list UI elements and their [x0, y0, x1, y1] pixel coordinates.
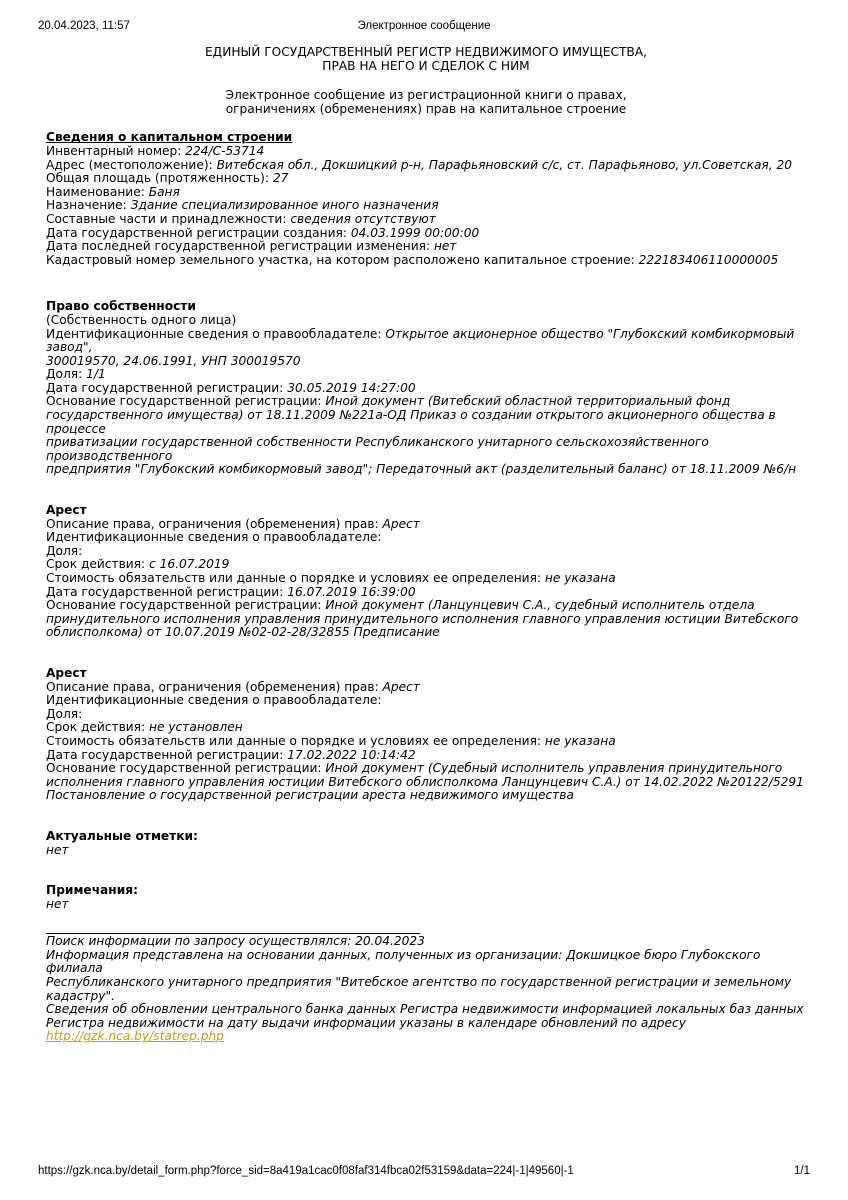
current-marks-heading: Актуальные отметки: [46, 828, 198, 843]
current-marks-section [46, 830, 806, 857]
updates-line: Регистра недвижимости на дату выдачи информации указаны в календаре обновлений по адресу [46, 1015, 686, 1030]
building-section [46, 131, 806, 267]
updates-line: Сведения об обновлении центрального банка данных Регистра недвижимости информацией локальных баз данных [46, 1002, 804, 1017]
page-counter: 1/1 [794, 1165, 810, 1177]
ownership-holder: Идентификационные сведения о правообладателе: Открытое акционерное общество "Глубокский комбикормовый завод", 300019570, 24.06.1991, УНП 300019570 [46, 326, 795, 368]
total-area: Общая площадь (протяженность): 27 [46, 171, 289, 186]
source-line: Республиканского унитарного предприятия "Витебское агентство по государственной регистрации и земельному [46, 975, 792, 990]
ownership-type: (Собственность одного лица) [46, 312, 237, 327]
last-change-date: Дата последней государственной регистрации изменения: нет [46, 239, 457, 254]
arrest-term: Срок действия: с 16.07.2019 [46, 557, 230, 572]
footer-info [46, 935, 806, 1044]
arrest-description: Описание права, ограничения (обременения) прав: Арест [46, 516, 420, 531]
source-line: кадастру". [46, 988, 115, 1003]
notes-section [46, 884, 806, 911]
arrest-cost: Стоимость обязательств или данные о порядке и условиях ее определения: не указана [46, 733, 616, 748]
search-date: Поиск информации по запросу осуществлялся: 20.04.2023 [46, 934, 425, 949]
subtitle-line: Электронное сообщение из регистрационной книги о правах, [225, 88, 627, 103]
arrest-heading: Арест [46, 503, 87, 518]
current-marks-value: нет [46, 842, 69, 857]
arrest-reg-date: Дата государственной регистрации: 17.02.2022 10:14:42 [46, 747, 416, 762]
creation-date: Дата государственной регистрации создания: 04.03.1999 00:00:00 [46, 225, 480, 240]
arrest-heading: Арест [46, 665, 87, 680]
building-parts: Составные части и принадлежности: сведения отсутствуют [46, 211, 436, 226]
registry-title-line: ЕДИНЫЙ ГОСУДАРСТВЕННЫЙ РЕГИСТР НЕДВИЖИМОГО ИМУЩЕСТВА, [204, 45, 648, 59]
arrest-description: Описание права, ограничения (обременения) прав: Арест [46, 679, 420, 694]
document-body [46, 46, 806, 1044]
registry-title-line: ПРАВ НА НЕГО И СДЕЛОК С НИМ [322, 58, 530, 73]
ownership-share: Доля: 1/1 [46, 367, 106, 382]
arrest-basis: Основание государственной регистрации: Иной документ (Ланцунцевич С.А., судебный исполнитель отдела принудительного исполнения управления принудительного исполнения главного управления юстиции Витебского облисполкома) от 10.07.2019 №02-02-28/32855 Предписание [46, 598, 799, 640]
arrest-reg-date: Дата государственной регистрации: 16.07.2019 16:39:00 [46, 584, 416, 599]
cadastral-number: Кадастровый номер земельного участка, на котором расположено капитальное строение: 222183406110000005 [46, 252, 779, 267]
arrest-term: Срок действия: не установлен [46, 720, 243, 735]
notes-value: нет [46, 896, 69, 911]
arrest-section [46, 667, 806, 803]
subtitle-line: ограничениях (обременениях) прав на капитальное строение [225, 101, 627, 116]
document-subtitle [46, 89, 806, 116]
arrest-share: Доля: [46, 543, 83, 558]
print-url: https://gzk.nca.by/detail_form.php?force_sid=8a419a1cac0f08faf314fbca02f53159&data=224|-1|49560|-1 [38, 1165, 574, 1177]
building-purpose: Назначение: Здание специализированное иного назначения [46, 198, 439, 213]
ownership-section [46, 300, 806, 477]
print-page-title: Электронное сообщение [357, 20, 491, 32]
ownership-heading: Право собственности [46, 299, 196, 314]
ownership-reg-date: Дата государственной регистрации: 30.05.2019 14:27:00 [46, 380, 416, 395]
arrest-share: Доля: [46, 706, 83, 721]
address: Адрес (местоположение): Витебская обл., Докшицкий р-н, Парафьяновский с/с, ст. Парафьяново, ул.Советская, 20 [46, 157, 792, 172]
arrest-section [46, 504, 806, 640]
building-name: Наименование: Баня [46, 184, 180, 199]
registry-title [46, 46, 806, 73]
arrest-basis: Основание государственной регистрации: Иной документ (Судебный исполнитель управления принудительного исполнения главного управления юстиции Витебского облисполкома Ланцунцевич С.А.) от 14.02.2022 №20122/5291 Постановление о государственной регистрации ареста недвижимого имущества [46, 761, 804, 803]
inventory-number: Инвентарный номер: 224/C-53714 [46, 143, 265, 158]
notes-heading: Примечания: [46, 883, 138, 898]
print-datetime: 20.04.2023, 11:57 [38, 20, 130, 32]
arrest-cost: Стоимость обязательств или данные о порядке и условиях ее определения: не указана [46, 571, 616, 585]
building-heading: Сведения о капитальном строении [46, 130, 293, 145]
arrest-holder: Идентификационные сведения о правообладателе: [46, 530, 382, 545]
statrep-link[interactable]: http://gzk.nca.by/statrep.php [46, 1029, 224, 1044]
arrest-holder: Идентификационные сведения о правообладателе: [46, 693, 382, 708]
source-line: Информация представлена на основании данных, полученных из организации: Докшицкое бюро Глубокского филиала [46, 947, 761, 976]
ownership-basis: Основание государственной регистрации: Иной документ (Витебский областной территориальный фонд государственного имущества) от 18.11.2009 №221а-ОД Приказ о создании открытого акционерного общества в процессе приватизации государственной собственности Республиканского унитарного сельскохозяйственного производственного предприятия "Глубокский комбикормовый завод"; Передаточный акт (разделительный баланс) от 18.11.2009 №6/н [46, 394, 797, 477]
